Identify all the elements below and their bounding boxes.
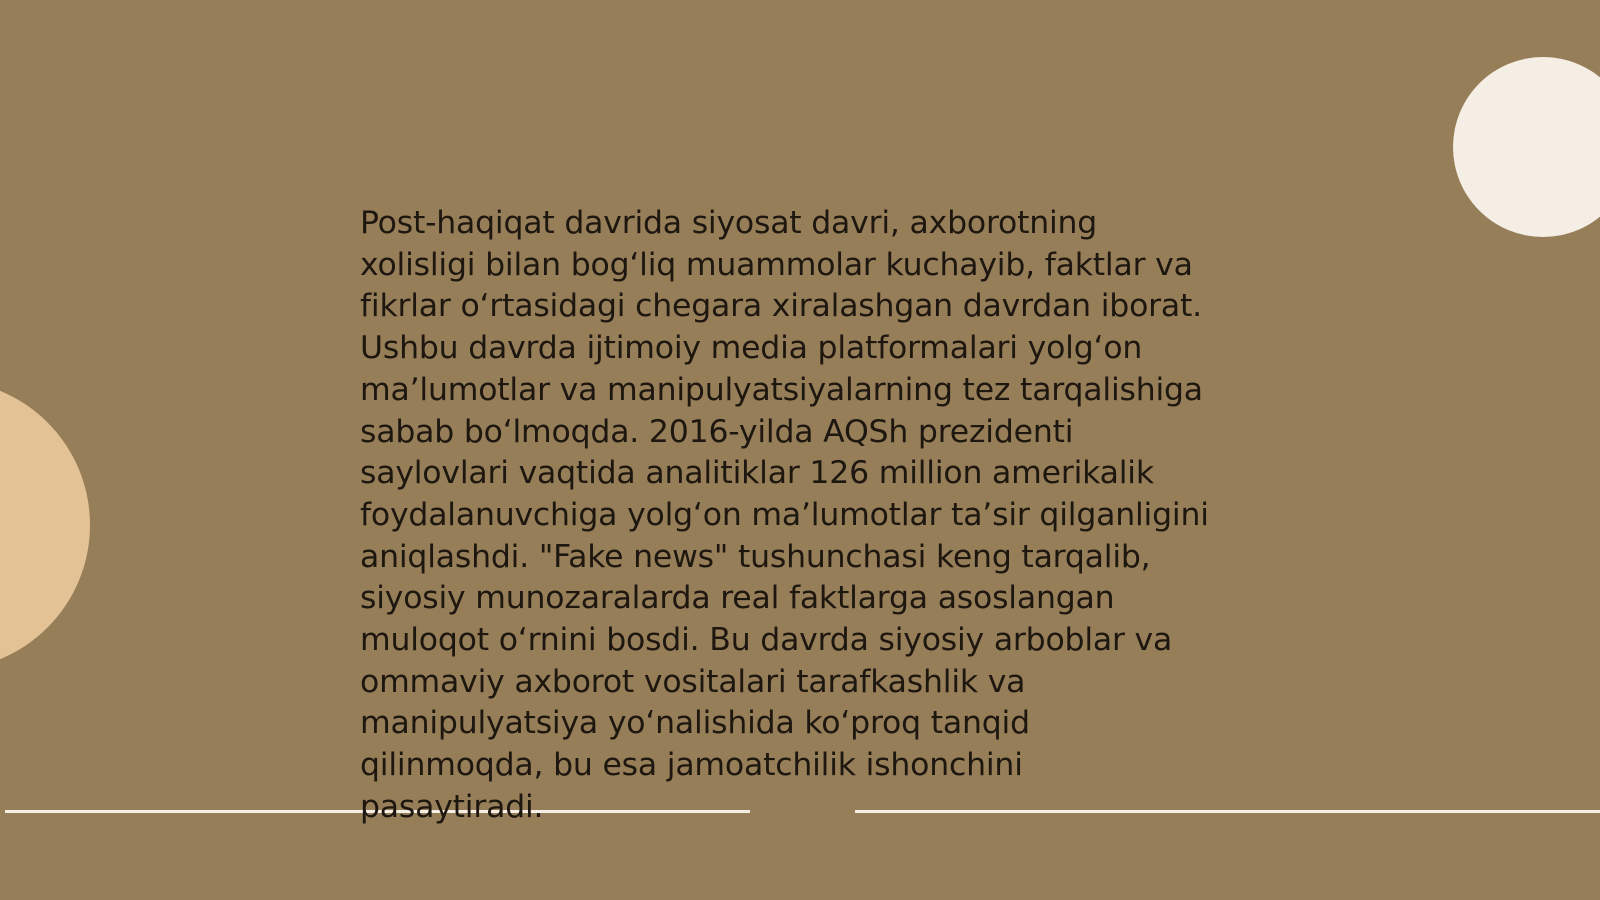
decorative-circle-left (0, 380, 90, 670)
body-paragraph: Post-haqiqat davrida siyosat davri, axborotning xolisligi bilan bog‘liq muammolar kuchayib, faktlar va fikrlar o‘rtasidagi chegara xiralashgan davrdan iborat. Ushbu davrda ijtimoiy media platformalari yolg‘on ma’lumotlar va manipulyatsiyalarning tez tarqalishiga sabab bo‘lmoqda. 2016-yilda AQSh prezidenti saylovlari vaqtida analitiklar 126 million amerikalik foydalanuvchiga yolg‘on ma’lumotlar ta’sir qilganligini aniqlashdi. "Fake news" tushunchasi keng tarqalib, siyosiy munozaralarda real faktlarga asoslangan muloqot o‘rnini bosdi. Bu davrda siyosiy arboblar va ommaviy axborot vositalari tarafkashlik va manipulyatsiya yo‘nalishida ko‘proq tanqid qilinmoqda, bu esa jamoatchilik ishonchini pasaytiradi. (360, 205, 1209, 825)
decorative-circle-top-right (1453, 57, 1600, 237)
